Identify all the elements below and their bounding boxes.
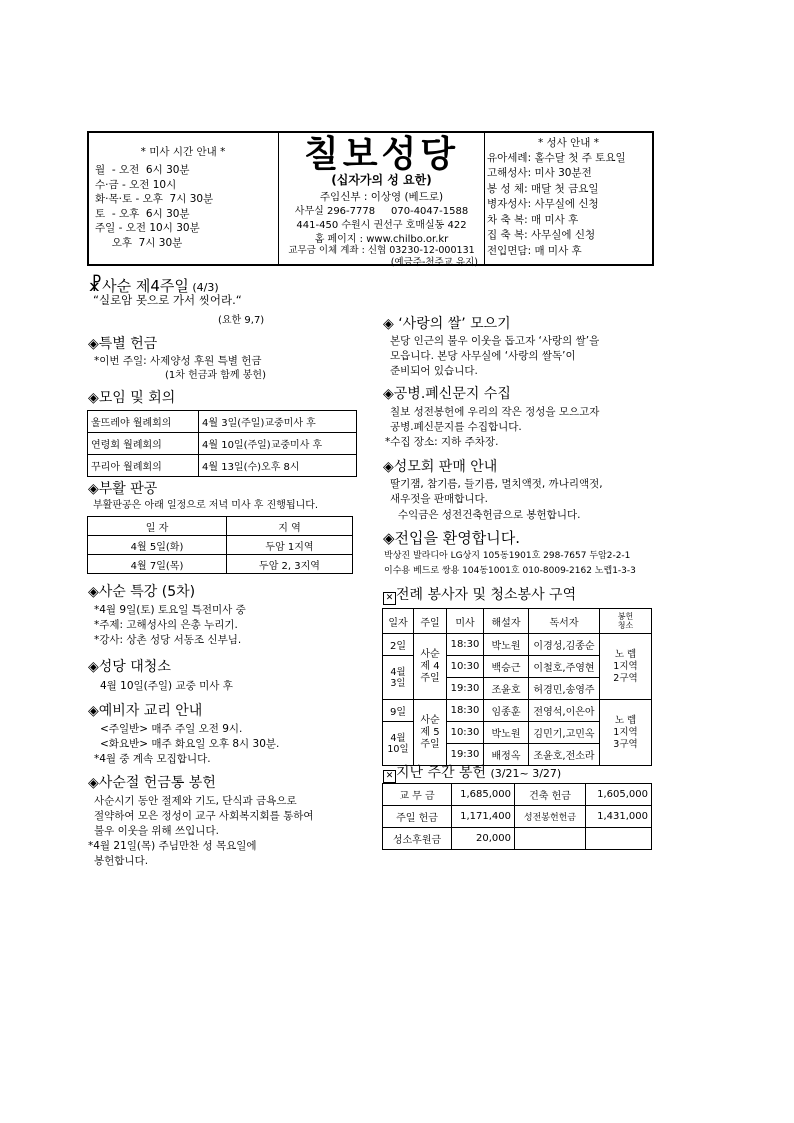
sunday-name: 사순 제4주일: [102, 277, 189, 295]
bulletin-header: [87, 131, 654, 266]
sacrament-item: 전입면담: 매 미사 후: [487, 244, 582, 257]
mass-time: 월 - 오전 6시 30분: [95, 164, 190, 176]
rice-title: ◈ ‘사랑의 쌀’ 모으기: [383, 316, 511, 332]
mass-times-box: [89, 133, 279, 264]
service-roster-title: 전례 봉사자 및 청소봉사 구역: [396, 587, 577, 603]
sale-line: 새우젓을 판매합니다.: [390, 493, 488, 505]
sacrament-item: 차 축 복: 매 미사 후: [487, 213, 579, 226]
table-row: 4월 5일(화) 두암 1지역: [88, 536, 353, 555]
welcome-line: 박상진 발라디아 LG상지 105동1901호 298-7657 두암2-2-1: [384, 551, 631, 561]
mass-time: 화·목·토 - 오후 7시 30분: [95, 193, 214, 205]
church-info: [279, 133, 484, 269]
account: 교무금 이체 계좌 : 신협 03230-12-000131: [288, 244, 475, 256]
table-row: 성소후원금 20,000: [383, 828, 652, 850]
verse-reference: (요한 9,7): [218, 315, 265, 326]
special-offering-title: ◈특별 헌금: [88, 336, 158, 352]
lent-box-line: 봉헌합니다.: [94, 855, 149, 867]
pastor: 주임신부 : 이상영 (베드로): [319, 191, 444, 203]
checkbox-icon: ✕: [383, 770, 396, 783]
lecture-line: *강사: 상촌 성당 서동조 신부님.: [94, 634, 242, 646]
sacrament-list: [485, 151, 652, 260]
sacrament-item: 병자성사: 사무실에 신청: [487, 198, 599, 210]
mass-time: 토 - 오후 6시 30분: [95, 207, 190, 220]
lent-box-line: 절약하여 모은 정성이 교구 사회복지회를 통하여: [94, 810, 314, 822]
offering-heading: [383, 762, 561, 783]
sacrament-item: 고해성사: 미사 30분전: [487, 167, 592, 179]
table-row: 일 자 지 역: [88, 517, 353, 536]
sale-line: 딸기잼, 참기름, 들기름, 멸치액젓, 까나리액젓,: [390, 478, 603, 490]
catechism-line: <화요반> 매주 화요일 오후 8시 30분.: [100, 738, 280, 750]
phones: 사무실 296-7778 070-4047-1588: [294, 205, 469, 217]
table-row: 4월 7일(목) 두암 2, 3지역: [88, 555, 353, 574]
offering-table: [382, 783, 652, 850]
sacrament-item: 유아세례: 홀수달 첫 주 토요일: [487, 151, 626, 164]
welcome-line: 이수용 베드로 쌍용 104동1001호 010-8009-2162 노렙1-3-3: [384, 566, 636, 576]
resurrection-table: [87, 516, 353, 574]
meetings-table: [87, 410, 357, 477]
mass-time: 오후 7시 30분: [95, 236, 183, 249]
table-row: 주일 헌금 1,171,400 성전봉헌헌금 1,431,000: [383, 806, 652, 828]
lecture-title: ◈사순 특강 (5차): [88, 584, 196, 600]
homepage: 홈 페이지 : www.chilbo.or.kr: [314, 233, 449, 245]
sale-title: ◈성모회 판매 안내: [383, 459, 498, 475]
account-holder: (예금주-천주교 유지): [390, 256, 478, 268]
table-row: 일자 주일 미사 해설자 독서자 봉헌 청소: [383, 609, 652, 634]
meetings-title: ◈모임 및 회의: [88, 390, 176, 406]
table-row: 꾸리아 월례회의 4월 13일(수)오후 8시: [88, 455, 357, 477]
rice-line: 본당 인근의 불우 이웃을 돕고자 ‘사랑의 쌀’을: [390, 335, 600, 347]
table-row: 19:30 조윤호 허경민,송영주: [383, 678, 652, 700]
service-roster-table: [382, 608, 652, 766]
lecture-line: *주제: 고해성사의 은총 누리기.: [94, 619, 238, 631]
gospel-verse: “실로암 못으로 가서 씻어라.“: [93, 293, 242, 307]
welcome-title: ◈전입을 환영합니다.: [383, 529, 520, 547]
chi-rho-icon: ☧: [88, 275, 103, 296]
recycling-line: 칠보 성전봉헌에 우리의 작은 정성을 모으고자: [390, 406, 600, 418]
table-row: 2일 사순 제 4 주일 18:30 박노원 이경성,김종순 노 렙 1지역 2구역: [383, 634, 652, 656]
mass-time: 주일 - 오전 10시 30분: [95, 222, 200, 234]
catechism-line: *4월 중 계속 모집합니다.: [94, 753, 211, 765]
checkbox-icon: ✕: [383, 592, 396, 605]
recycling-line: *수집 장소: 지하 주차장.: [385, 436, 499, 448]
recycling-title: ◈공병.폐신문지 수집: [383, 386, 511, 402]
sunday-date: (4/3): [192, 281, 219, 294]
mass-times-list: [95, 163, 213, 250]
table-row: 9일 사순 제 5 주일 18:30 임종훈 전영석,이은아 노 렙 1지역 3구역: [383, 700, 652, 722]
sacrament-item: 봉 성 체: 매달 첫 금요일: [487, 182, 599, 195]
church-subtitle: (십자가의 성 요한): [331, 173, 432, 187]
lent-box-title: ◈사순절 헌금통 봉헌: [88, 775, 216, 791]
resurrection-desc: 부활판공은 아래 일정으로 저녁 미사 후 진행됩니다.: [93, 500, 319, 511]
sacrament-item: 집 축 복: 사무실에 신청: [487, 229, 596, 241]
mass-times-title: * 미사 시간 안내 *: [140, 146, 226, 158]
table-row: 교 무 금 1,685,000 건축 헌금 1,605,000: [383, 784, 652, 806]
rice-line: 준비되어 있습니다.: [390, 365, 478, 377]
catechism-title: ◈예비자 교리 안내: [88, 703, 203, 719]
table-row: 울뜨레야 월례회의 4월 3일(주일)교중미사 후: [88, 411, 357, 433]
service-roster-heading: [383, 584, 576, 605]
recycling-line: 공병.폐신문지를 수집합니다.: [390, 421, 522, 433]
cleaning-title: ◈성당 대청소: [88, 659, 171, 675]
lent-box-line: *4월 21일(목) 주님만찬 성 목요일에: [88, 840, 257, 852]
church-name: 칠보성당: [303, 133, 460, 175]
special-offering-line: (1차 헌금과 함께 봉헌): [165, 370, 266, 381]
lecture-line: *4월 9일(토) 토요일 특전미사 중: [94, 604, 246, 616]
table-row: 4월 3일 10:30 백승근 이철호,주영현: [383, 656, 652, 678]
sacrament-title: * 성사 안내 *: [537, 137, 600, 149]
offering-period: (3/21~ 3/27): [490, 767, 562, 780]
mass-time: 수·금 - 오전 10시: [95, 178, 177, 191]
catechism-line: <주일반> 매주 주일 오전 9시.: [100, 723, 243, 735]
sale-line: 수익금은 성전건축헌금으로 봉헌합니다.: [398, 509, 581, 521]
lent-box-line: 불우 이웃을 위해 쓰입니다.: [94, 825, 219, 837]
rice-line: 모읍니다. 본당 사무실에 ‘사랑의 쌀독’이: [390, 350, 576, 362]
sacrament-box: [484, 133, 652, 264]
resurrection-title: ◈부활 판공: [88, 481, 158, 497]
address: 441-450 수원시 권선구 호매실동 422: [296, 220, 467, 231]
offering-title: 지난 주간 봉헌: [396, 765, 487, 781]
table-row: 연령회 월례회의 4월 10일(주일)교중미사 후: [88, 433, 357, 455]
table-row: 19:30 배정옥 조윤호,전소라: [383, 744, 652, 766]
table-row: 4월 10일 10:30 박노원 김민기,고민옥: [383, 722, 652, 744]
cleaning-line: 4월 10일(주일) 교중 미사 후: [100, 680, 233, 692]
lent-box-line: 사순시기 동안 절제와 기도, 단식과 금욕으로: [94, 795, 297, 807]
special-offering-line: *이번 주일: 사제양성 후원 특별 헌금: [94, 355, 262, 367]
